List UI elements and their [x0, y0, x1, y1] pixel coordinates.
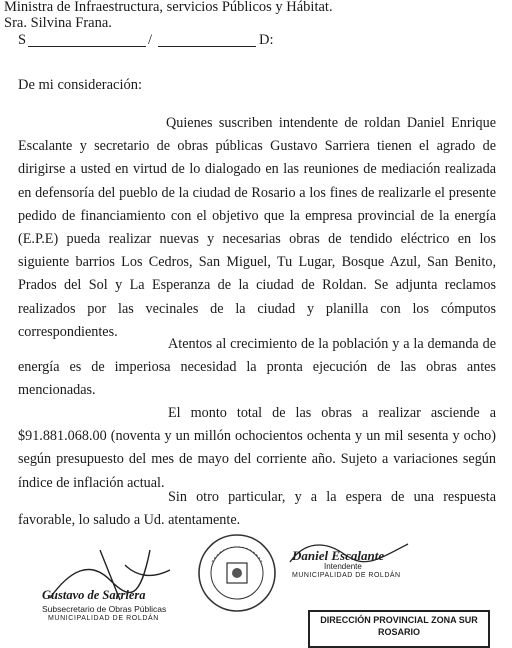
signer-left-name: Gustavo de Sarriera — [42, 588, 146, 602]
underline-1 — [28, 46, 146, 47]
signer-left-role: Subsecretario de Obras Públicas — [42, 604, 167, 614]
signer-right-role: Intendente — [324, 562, 362, 571]
recipient-name: Sra. Silvina Frana. — [4, 15, 112, 31]
stamp-line-2: ROSARIO — [377, 627, 420, 637]
paragraph-4: Sin otro particular, y a la espera de una respuesta favorable, lo saludo a Ud. atentamente. — [18, 489, 496, 529]
signer-left-org: MUNICIPALIDAD DE ROLDÁN — [48, 615, 159, 622]
d-label: D: — [259, 32, 274, 48]
paragraph-2: Atentos al crecimiento de la población y a la demanda de energía es de imperiosa necesidad la pronta ejecución de las obras antes mencionadas. — [18, 336, 496, 399]
paragraph-3: El monto total de las obras a realizar asciende a $91.881.068.00 (noventa y un millón ochocientos ochenta y un mil sesenta y ocho) según presupuesto del mes de mayo del corriente año. Sujeto a variaciones según índice de inflación actual. — [18, 405, 496, 491]
salutation-line — [18, 32, 318, 50]
s-label: S — [18, 32, 27, 48]
signer-right-name: Daniel Escalante — [292, 548, 385, 563]
underline-2 — [158, 46, 256, 47]
slash: / — [148, 32, 153, 48]
municipal-seal-icon — [196, 532, 278, 614]
recipient-title: Ministra de Infraestructura, servicios Públicos y Hábitat. — [4, 0, 333, 15]
provincial-direction-stamp — [308, 610, 490, 648]
signer-right-org: MUNICIPALIDAD DE ROLDÁN — [292, 572, 401, 579]
greeting: De mi consideración: — [18, 77, 143, 93]
signature-right — [284, 536, 414, 596]
paragraph-1: Quienes suscriben intendente de roldan Daniel Enrique Escalante y secretario de obras públicas Gustavo Sarriera tienen el agrado de dirigirse a usted en virtud de lo dialogado en las reuniones de mediación realizada en defensoría del pueblo de la ciudad de Rosario a los fines de realizarle el presente pedido de financiamiento con el objetivo que la empresa provincial de la energía (E.P.E) pueda realizar nuevas y necesarias obras de tendido eléctrico en los siguiente barrios Los Cedros, San Miguel, Tu Lugar, Bosque Azul, San Benito, Prados del Sol y La Esperanza de la ciudad de Roldan. Se adjunta reclamos realizados por las vecinales de la ciudad y planilla con los cómputos correspondientes. — [18, 115, 496, 340]
signature-left — [30, 560, 180, 630]
stamp-line-1: DIRECCIÓN PROVINCIAL ZONA SUR — [320, 615, 478, 625]
signature-area — [0, 532, 512, 640]
